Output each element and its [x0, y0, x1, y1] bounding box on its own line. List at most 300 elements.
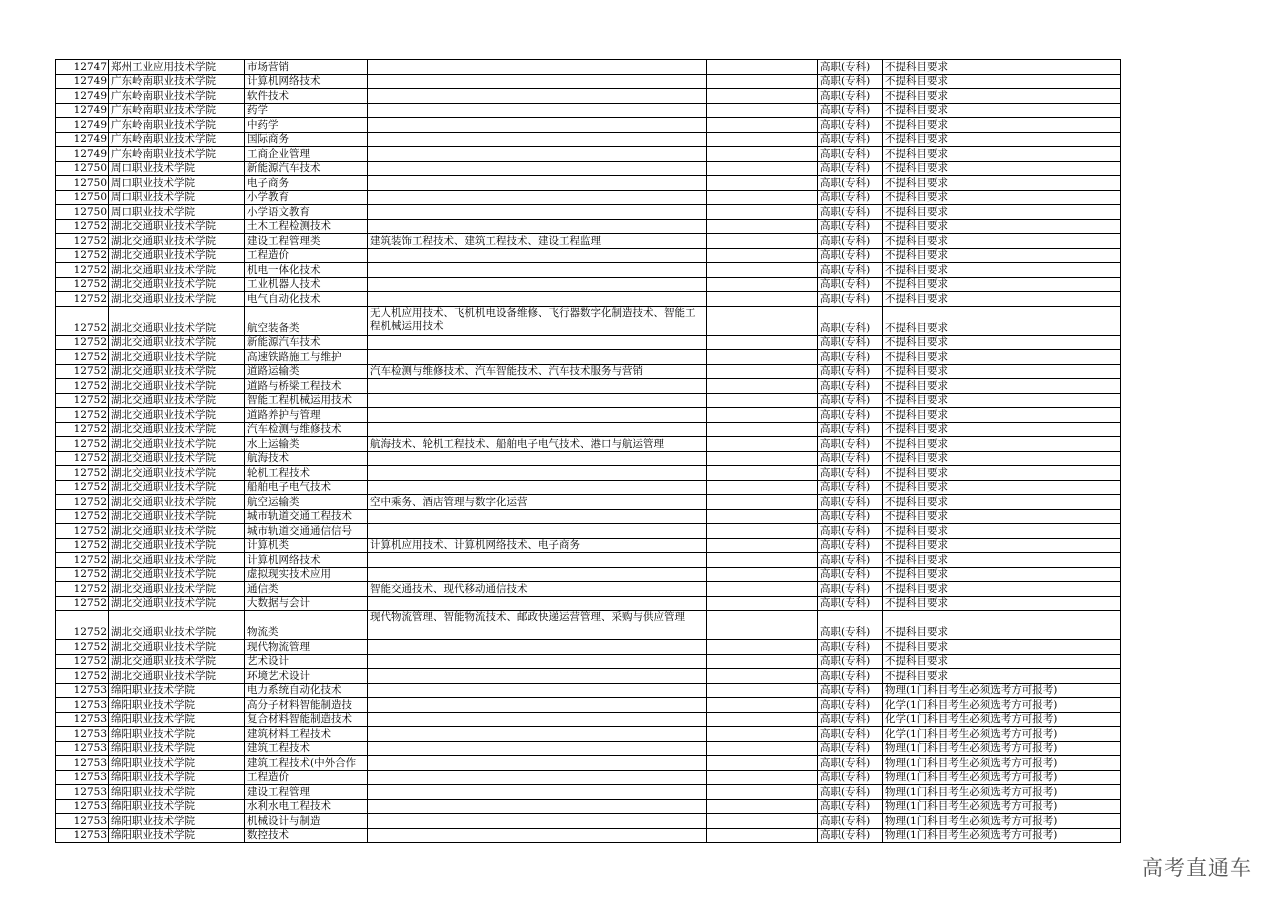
subject-requirement-cell: 不提科目要求: [883, 596, 1121, 611]
table-row: [56, 379, 1121, 394]
level-cell: 高职(专科): [818, 756, 883, 771]
school-code-cell: 12753: [56, 770, 109, 785]
subject-requirement-cell: 不提科目要求: [883, 248, 1121, 263]
major-name-cell: 电力系统自动化技术: [245, 683, 368, 698]
major-name-cell: 工业机器人技术: [245, 277, 368, 292]
school-name-cell: 湖北交通职业技术学院: [109, 582, 245, 597]
major-includes-cell: [368, 727, 707, 742]
level-cell: 高职(专科): [818, 118, 883, 133]
level-cell: 高职(专科): [818, 74, 883, 89]
level-cell: 高职(专科): [818, 306, 883, 335]
table-row: [56, 683, 1121, 698]
major-name-cell: 计算机网络技术: [245, 553, 368, 568]
table-row: [56, 393, 1121, 408]
subject-requirement-cell: 不提科目要求: [883, 567, 1121, 582]
major-name-cell: 城市轨道交通通信信号: [245, 524, 368, 539]
major-name-cell: 现代物流管理: [245, 640, 368, 655]
subject-requirement-cell: 不提科目要求: [883, 118, 1121, 133]
table-row: [56, 219, 1121, 234]
subject-requirement-cell: 物理(1门科目考生必须选考方可报考): [883, 799, 1121, 814]
subject-requirement-cell: 物理(1门科目考生必须选考方可报考): [883, 683, 1121, 698]
school-name-cell: 湖北交通职业技术学院: [109, 654, 245, 669]
major-includes-cell: [368, 277, 707, 292]
major-includes-cell: [368, 132, 707, 147]
major-name-cell: 新能源汽车技术: [245, 335, 368, 350]
major-includes-cell: [368, 147, 707, 162]
school-name-cell: 湖北交通职业技术学院: [109, 350, 245, 365]
table-row: [56, 770, 1121, 785]
subject-requirement-cell: 不提科目要求: [883, 422, 1121, 437]
level-cell: 高职(专科): [818, 553, 883, 568]
major-includes-cell: [368, 103, 707, 118]
school-code-cell: 12749: [56, 147, 109, 162]
major-name-cell: 环境艺术设计: [245, 669, 368, 684]
table-row: [56, 756, 1121, 771]
level-cell: 高职(专科): [818, 640, 883, 655]
major-includes-cell: [368, 263, 707, 278]
level-cell: 高职(专科): [818, 248, 883, 263]
major-name-cell: 工程造价: [245, 770, 368, 785]
level-cell: 高职(专科): [818, 422, 883, 437]
school-code-cell: 12752: [56, 596, 109, 611]
major-includes-cell: [368, 422, 707, 437]
school-code-cell: 12752: [56, 408, 109, 423]
table-row: [56, 538, 1121, 553]
table-row: [56, 611, 1121, 640]
school-code-cell: 12752: [56, 277, 109, 292]
major-includes-cell: [368, 335, 707, 350]
table-row: [56, 74, 1121, 89]
subject-requirement-cell: 物理(1门科目考生必须选考方可报考): [883, 741, 1121, 756]
school-name-cell: 湖北交通职业技术学院: [109, 408, 245, 423]
level-cell: 高职(专科): [818, 480, 883, 495]
school-code-cell: 12752: [56, 292, 109, 307]
school-name-cell: 绵阳职业技术学院: [109, 756, 245, 771]
subject-requirement-cell: 不提科目要求: [883, 379, 1121, 394]
table-row: [56, 364, 1121, 379]
major-includes-cell: [368, 408, 707, 423]
major-includes-cell: [368, 219, 707, 234]
major-includes-cell: [368, 567, 707, 582]
table-row: [56, 408, 1121, 423]
level-cell: 高职(专科): [818, 683, 883, 698]
subject-requirement-cell: 不提科目要求: [883, 103, 1121, 118]
note-cell: [707, 640, 818, 655]
major-name-cell: 小学语文教育: [245, 205, 368, 220]
school-name-cell: 湖北交通职业技术学院: [109, 292, 245, 307]
school-name-cell: 湖北交通职业技术学院: [109, 437, 245, 452]
major-includes-cell: [368, 814, 707, 829]
level-cell: 高职(专科): [818, 495, 883, 510]
major-name-cell: 城市轨道交通工程技术: [245, 509, 368, 524]
school-code-cell: 12749: [56, 103, 109, 118]
school-name-cell: 湖北交通职业技术学院: [109, 509, 245, 524]
major-includes-cell: 现代物流管理、智能物流技术、邮政快递运营管理、采购与供应管理: [368, 611, 707, 640]
note-cell: [707, 437, 818, 452]
note-cell: [707, 306, 818, 335]
subject-requirement-cell: 物理(1门科目考生必须选考方可报考): [883, 814, 1121, 829]
table-row: [56, 785, 1121, 800]
subject-requirement-cell: 不提科目要求: [883, 364, 1121, 379]
level-cell: 高职(专科): [818, 669, 883, 684]
subject-requirement-cell: 不提科目要求: [883, 524, 1121, 539]
major-name-cell: 小学教育: [245, 190, 368, 205]
major-name-cell: 建设工程管理: [245, 785, 368, 800]
note-cell: [707, 828, 818, 843]
school-name-cell: 广东岭南职业技术学院: [109, 147, 245, 162]
school-name-cell: 周口职业技术学院: [109, 176, 245, 191]
note-cell: [707, 350, 818, 365]
major-name-cell: 机电一体化技术: [245, 263, 368, 278]
note-cell: [707, 205, 818, 220]
major-includes-cell: 汽车检测与维修技术、汽车智能技术、汽车技术服务与营销: [368, 364, 707, 379]
table-row: [56, 654, 1121, 669]
major-includes-cell: [368, 60, 707, 75]
subject-requirement-cell: 不提科目要求: [883, 292, 1121, 307]
note-cell: [707, 393, 818, 408]
admission-table: [55, 59, 1121, 843]
note-cell: [707, 190, 818, 205]
note-cell: [707, 466, 818, 481]
table-row: [56, 234, 1121, 249]
note-cell: [707, 176, 818, 191]
major-includes-cell: [368, 683, 707, 698]
major-includes-cell: 无人机应用技术、飞机机电设备维修、飞行器数字化制造技术、智能工程机械运用技术: [368, 306, 707, 335]
table-body: [56, 60, 1121, 843]
subject-requirement-cell: 物理(1门科目考生必须选考方可报考): [883, 785, 1121, 800]
school-name-cell: 绵阳职业技术学院: [109, 727, 245, 742]
major-includes-cell: [368, 161, 707, 176]
subject-requirement-cell: 化学(1门科目考生必须选考方可报考): [883, 712, 1121, 727]
subject-requirement-cell: 不提科目要求: [883, 582, 1121, 597]
level-cell: 高职(专科): [818, 161, 883, 176]
level-cell: 高职(专科): [818, 611, 883, 640]
subject-requirement-cell: 不提科目要求: [883, 350, 1121, 365]
level-cell: 高职(专科): [818, 799, 883, 814]
major-name-cell: 轮机工程技术: [245, 466, 368, 481]
major-name-cell: 航空运输类: [245, 495, 368, 510]
major-name-cell: 航空装备类: [245, 306, 368, 335]
table-row: [56, 306, 1121, 335]
table-row: [56, 60, 1121, 75]
major-name-cell: 国际商务: [245, 132, 368, 147]
major-name-cell: 物流类: [245, 611, 368, 640]
subject-requirement-cell: 不提科目要求: [883, 176, 1121, 191]
major-name-cell: 数控技术: [245, 828, 368, 843]
school-name-cell: 湖北交通职业技术学院: [109, 669, 245, 684]
table-row: [56, 103, 1121, 118]
school-code-cell: 12752: [56, 640, 109, 655]
school-name-cell: 湖北交通职业技术学院: [109, 219, 245, 234]
level-cell: 高职(专科): [818, 147, 883, 162]
school-code-cell: 12752: [56, 335, 109, 350]
level-cell: 高职(专科): [818, 785, 883, 800]
subject-requirement-cell: 不提科目要求: [883, 640, 1121, 655]
level-cell: 高职(专科): [818, 451, 883, 466]
school-name-cell: 湖北交通职业技术学院: [109, 640, 245, 655]
note-cell: [707, 60, 818, 75]
subject-requirement-cell: 不提科目要求: [883, 132, 1121, 147]
note-cell: [707, 698, 818, 713]
major-name-cell: 船舶电子电气技术: [245, 480, 368, 495]
level-cell: 高职(专科): [818, 393, 883, 408]
table-row: [56, 335, 1121, 350]
table-row: [56, 509, 1121, 524]
major-includes-cell: [368, 74, 707, 89]
school-name-cell: 湖北交通职业技术学院: [109, 234, 245, 249]
major-includes-cell: [368, 596, 707, 611]
school-code-cell: 12753: [56, 683, 109, 698]
major-name-cell: 艺术设计: [245, 654, 368, 669]
school-name-cell: 湖北交通职业技术学院: [109, 524, 245, 539]
table-row: [56, 698, 1121, 713]
school-name-cell: 广东岭南职业技术学院: [109, 132, 245, 147]
major-name-cell: 航海技术: [245, 451, 368, 466]
school-name-cell: 湖北交通职业技术学院: [109, 277, 245, 292]
table-row: [56, 176, 1121, 191]
level-cell: 高职(专科): [818, 103, 883, 118]
major-includes-cell: [368, 466, 707, 481]
major-includes-cell: [368, 379, 707, 394]
school-name-cell: 湖北交通职业技术学院: [109, 379, 245, 394]
table-row: [56, 582, 1121, 597]
subject-requirement-cell: 化学(1门科目考生必须选考方可报考): [883, 698, 1121, 713]
major-includes-cell: [368, 524, 707, 539]
major-name-cell: 高分子材料智能制造技: [245, 698, 368, 713]
major-includes-cell: [368, 654, 707, 669]
school-name-cell: 广东岭南职业技术学院: [109, 89, 245, 104]
subject-requirement-cell: 物理(1门科目考生必须选考方可报考): [883, 770, 1121, 785]
school-code-cell: 12752: [56, 582, 109, 597]
major-name-cell: 药学: [245, 103, 368, 118]
note-cell: [707, 379, 818, 394]
school-code-cell: 12752: [56, 350, 109, 365]
subject-requirement-cell: 化学(1门科目考生必须选考方可报考): [883, 727, 1121, 742]
major-name-cell: 水利水电工程技术: [245, 799, 368, 814]
level-cell: 高职(专科): [818, 712, 883, 727]
school-code-cell: 12752: [56, 219, 109, 234]
school-name-cell: 绵阳职业技术学院: [109, 799, 245, 814]
major-includes-cell: [368, 190, 707, 205]
level-cell: 高职(专科): [818, 176, 883, 191]
subject-requirement-cell: 不提科目要求: [883, 509, 1121, 524]
table-row: [56, 89, 1121, 104]
major-name-cell: 水上运输类: [245, 437, 368, 452]
table-row: [56, 567, 1121, 582]
school-code-cell: 12752: [56, 379, 109, 394]
subject-requirement-cell: 不提科目要求: [883, 234, 1121, 249]
major-includes-cell: [368, 89, 707, 104]
note-cell: [707, 669, 818, 684]
note-cell: [707, 408, 818, 423]
major-name-cell: 土木工程检测技术: [245, 219, 368, 234]
level-cell: 高职(专科): [818, 654, 883, 669]
school-name-cell: 绵阳职业技术学院: [109, 741, 245, 756]
level-cell: 高职(专科): [818, 292, 883, 307]
level-cell: 高职(专科): [818, 263, 883, 278]
level-cell: 高职(专科): [818, 567, 883, 582]
note-cell: [707, 422, 818, 437]
school-name-cell: 湖北交通职业技术学院: [109, 495, 245, 510]
note-cell: [707, 277, 818, 292]
major-name-cell: 复合材料智能制造技术: [245, 712, 368, 727]
table-row: [56, 451, 1121, 466]
major-includes-cell: 航海技术、轮机工程技术、船舶电子电气技术、港口与航运管理: [368, 437, 707, 452]
note-cell: [707, 524, 818, 539]
level-cell: 高职(专科): [818, 205, 883, 220]
note-cell: [707, 118, 818, 133]
major-name-cell: 机械设计与制造: [245, 814, 368, 829]
table-row: [56, 132, 1121, 147]
level-cell: 高职(专科): [818, 596, 883, 611]
major-name-cell: 建筑工程技术(中外合作: [245, 756, 368, 771]
school-code-cell: 12752: [56, 654, 109, 669]
school-name-cell: 湖北交通职业技术学院: [109, 567, 245, 582]
major-name-cell: 虚拟现实技术应用: [245, 567, 368, 582]
note-cell: [707, 89, 818, 104]
table-row: [56, 205, 1121, 220]
school-name-cell: 湖北交通职业技术学院: [109, 393, 245, 408]
school-code-cell: 12752: [56, 669, 109, 684]
major-name-cell: 工商企业管理: [245, 147, 368, 162]
school-name-cell: 湖北交通职业技术学院: [109, 480, 245, 495]
major-includes-cell: [368, 350, 707, 365]
table-row: [56, 799, 1121, 814]
school-code-cell: 12753: [56, 698, 109, 713]
subject-requirement-cell: 不提科目要求: [883, 451, 1121, 466]
major-includes-cell: [368, 785, 707, 800]
subject-requirement-cell: 不提科目要求: [883, 611, 1121, 640]
major-name-cell: 新能源汽车技术: [245, 161, 368, 176]
table-row: [56, 277, 1121, 292]
subject-requirement-cell: 不提科目要求: [883, 205, 1121, 220]
school-name-cell: 绵阳职业技术学院: [109, 712, 245, 727]
major-name-cell: 建筑材料工程技术: [245, 727, 368, 742]
major-includes-cell: [368, 176, 707, 191]
major-includes-cell: [368, 205, 707, 220]
school-name-cell: 湖北交通职业技术学院: [109, 611, 245, 640]
note-cell: [707, 480, 818, 495]
school-name-cell: 绵阳职业技术学院: [109, 698, 245, 713]
level-cell: 高职(专科): [818, 466, 883, 481]
table-row: [56, 147, 1121, 162]
level-cell: 高职(专科): [818, 741, 883, 756]
school-name-cell: 绵阳职业技术学院: [109, 814, 245, 829]
note-cell: [707, 219, 818, 234]
school-code-cell: 12750: [56, 161, 109, 176]
major-includes-cell: [368, 698, 707, 713]
major-name-cell: 计算机网络技术: [245, 74, 368, 89]
school-code-cell: 12753: [56, 828, 109, 843]
note-cell: [707, 248, 818, 263]
note-cell: [707, 234, 818, 249]
note-cell: [707, 161, 818, 176]
table-row: [56, 263, 1121, 278]
major-name-cell: 道路与桥梁工程技术: [245, 379, 368, 394]
subject-requirement-cell: 不提科目要求: [883, 306, 1121, 335]
note-cell: [707, 799, 818, 814]
level-cell: 高职(专科): [818, 350, 883, 365]
table-row: [56, 118, 1121, 133]
school-code-cell: 12753: [56, 727, 109, 742]
school-code-cell: 12752: [56, 393, 109, 408]
table-row: [56, 292, 1121, 307]
major-includes-cell: [368, 118, 707, 133]
school-code-cell: 12752: [56, 495, 109, 510]
level-cell: 高职(专科): [818, 379, 883, 394]
level-cell: 高职(专科): [818, 190, 883, 205]
school-code-cell: 12749: [56, 132, 109, 147]
level-cell: 高职(专科): [818, 219, 883, 234]
note-cell: [707, 814, 818, 829]
school-code-cell: 12753: [56, 785, 109, 800]
note-cell: [707, 727, 818, 742]
table-row: [56, 712, 1121, 727]
note-cell: [707, 103, 818, 118]
note-cell: [707, 495, 818, 510]
table-row: [56, 524, 1121, 539]
major-name-cell: 计算机类: [245, 538, 368, 553]
table-row: [56, 828, 1121, 843]
major-name-cell: 高速铁路施工与维护: [245, 350, 368, 365]
table-row: [56, 727, 1121, 742]
major-includes-cell: [368, 509, 707, 524]
school-name-cell: 广东岭南职业技术学院: [109, 103, 245, 118]
major-name-cell: 电气自动化技术: [245, 292, 368, 307]
subject-requirement-cell: 不提科目要求: [883, 161, 1121, 176]
table-row: [56, 190, 1121, 205]
major-includes-cell: [368, 669, 707, 684]
major-includes-cell: [368, 393, 707, 408]
note-cell: [707, 132, 818, 147]
note-cell: [707, 611, 818, 640]
table-row: [56, 814, 1121, 829]
school-code-cell: 12752: [56, 553, 109, 568]
note-cell: [707, 147, 818, 162]
subject-requirement-cell: 不提科目要求: [883, 553, 1121, 568]
level-cell: 高职(专科): [818, 60, 883, 75]
school-code-cell: 12747: [56, 60, 109, 75]
table-row: [56, 422, 1121, 437]
table-row: [56, 741, 1121, 756]
subject-requirement-cell: 物理(1门科目考生必须选考方可报考): [883, 828, 1121, 843]
major-name-cell: 中药学: [245, 118, 368, 133]
major-includes-cell: [368, 756, 707, 771]
level-cell: 高职(专科): [818, 408, 883, 423]
school-code-cell: 12749: [56, 74, 109, 89]
school-code-cell: 12753: [56, 756, 109, 771]
school-code-cell: 12752: [56, 306, 109, 335]
subject-requirement-cell: 不提科目要求: [883, 74, 1121, 89]
school-code-cell: 12752: [56, 422, 109, 437]
major-includes-cell: [368, 248, 707, 263]
subject-requirement-cell: 不提科目要求: [883, 147, 1121, 162]
school-code-cell: 12752: [56, 248, 109, 263]
level-cell: 高职(专科): [818, 132, 883, 147]
major-name-cell: 市场营销: [245, 60, 368, 75]
major-includes-cell: [368, 741, 707, 756]
major-includes-cell: 空中乘务、酒店管理与数字化运营: [368, 495, 707, 510]
subject-requirement-cell: 不提科目要求: [883, 60, 1121, 75]
subject-requirement-cell: 不提科目要求: [883, 335, 1121, 350]
table-row: [56, 350, 1121, 365]
school-code-cell: 12752: [56, 263, 109, 278]
school-code-cell: 12753: [56, 799, 109, 814]
subject-requirement-cell: 不提科目要求: [883, 219, 1121, 234]
subject-requirement-cell: 不提科目要求: [883, 480, 1121, 495]
school-code-cell: 12749: [56, 118, 109, 133]
school-code-cell: 12752: [56, 437, 109, 452]
